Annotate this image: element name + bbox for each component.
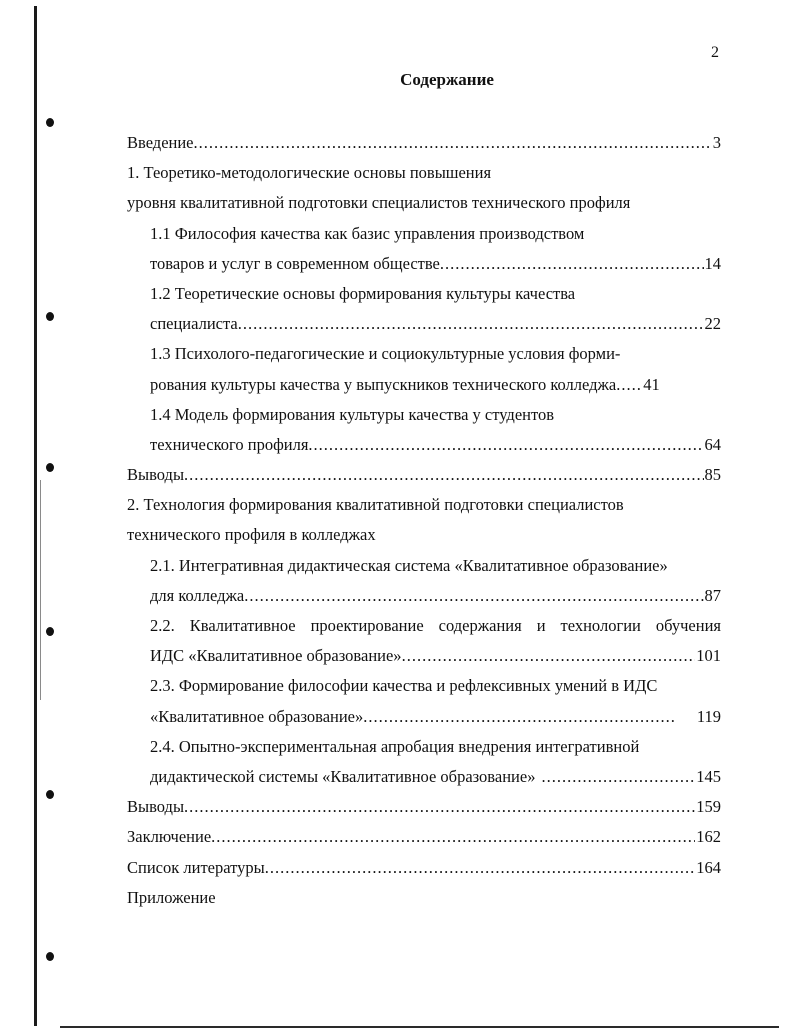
toc-section-1-1-line1: 1.1 Философия качества как базис управления производством <box>150 223 585 243</box>
binder-hole <box>46 118 54 127</box>
toc-entry-title: «Квалитативное образование» <box>150 706 364 726</box>
dot-leader <box>184 460 703 490</box>
dot-leader <box>265 853 696 883</box>
toc-section-1-4 <box>127 430 721 460</box>
toc-section-2-3-line1: 2.3. Формирование философии качества и рефлексивных умений в ИДС <box>150 676 658 696</box>
toc-entry-page: 162 <box>696 827 721 847</box>
dot-leader <box>184 792 695 822</box>
toc-entry-page: 101 <box>696 646 721 666</box>
toc-entry-conclusion <box>127 822 721 852</box>
dot-leader <box>194 128 712 158</box>
toc-section-1-3-line1: 1.3 Психолого-педагогические и социокультурные условия форми- <box>150 344 621 364</box>
toc-entry-title: Заключение <box>127 827 212 847</box>
toc-entry-title: рования культуры качества у выпускников технического колледжа <box>150 374 617 394</box>
toc-section-2-1-line1: 2.1. Интегративная дидактическая система «Квалитативное образование» <box>150 555 668 575</box>
toc-entry-title: Введение <box>127 133 194 152</box>
toc-entry-page: 119 <box>696 706 721 726</box>
page-title: Содержание <box>400 70 494 89</box>
dot-leader <box>244 581 703 611</box>
toc-entry-page: 87 <box>704 585 721 605</box>
scan-left-edge <box>34 6 37 1026</box>
toc-entry-title: товаров и услуг в современном обществе <box>150 253 440 273</box>
dot-leader <box>308 430 703 460</box>
toc-entry-title: для колледжа <box>150 585 245 605</box>
toc-section-1-1 <box>127 249 721 279</box>
toc-chapter-1-line1: 1. Теоретико-методологические основы повышения <box>127 163 492 183</box>
toc-section-2-4-line1: 2.4. Опытно-экспериментальная апробация внедрения интегративной <box>150 736 640 756</box>
dot-leader <box>535 762 695 792</box>
dot-leader <box>402 641 696 671</box>
scan-edge-mark <box>40 480 41 700</box>
toc-entry-page: 64 <box>704 434 721 454</box>
dot-leader <box>440 249 704 279</box>
binder-hole <box>46 627 54 636</box>
toc-entry-title: Выводы <box>127 797 185 817</box>
toc-section-2-3 <box>127 702 721 732</box>
toc-entry-page: 22 <box>704 314 721 334</box>
scan-bottom-edge <box>60 1026 779 1028</box>
toc-entry-page: 145 <box>696 766 721 786</box>
toc-entry-page: 41 <box>643 374 660 394</box>
toc-entry-title: дидактической системы «Квалитативное образование» <box>150 766 536 786</box>
toc-entry-page: 3 <box>712 133 721 152</box>
toc-entry-page: 85 <box>704 465 721 485</box>
toc-entry-page: 159 <box>696 797 721 817</box>
page-number: 2 <box>711 44 719 61</box>
toc-entry-title: Выводы <box>127 465 185 485</box>
toc-section-2-2 <box>127 641 721 671</box>
binder-hole <box>46 790 54 799</box>
table-of-contents <box>127 128 721 913</box>
toc-chapter-2-line2: технического профиля в колледжах <box>127 525 376 545</box>
toc-chapter-2-line1: 2. Технология формирования квалитативной подготовки специалистов <box>127 495 624 515</box>
toc-entry-conclusions-2 <box>127 792 721 822</box>
toc-chapter-1-line2: уровня квалитативной подготовки специалистов технического профиля <box>127 193 631 213</box>
dot-leader <box>238 309 704 339</box>
toc-entry-title: технического профиля <box>150 434 309 454</box>
toc-entry-bibliography <box>127 853 721 883</box>
toc-section-1-3 <box>127 370 721 400</box>
dot-leader <box>616 370 642 400</box>
toc-entry-introduction <box>127 128 721 158</box>
binder-hole <box>46 952 54 961</box>
toc-entry-page: 164 <box>696 857 721 877</box>
toc-entry-page: 14 <box>704 253 721 273</box>
toc-section-1-2 <box>127 309 721 339</box>
binder-hole <box>46 463 54 472</box>
toc-section-1-4-line1: 1.4 Модель формирования культуры качества у студентов <box>150 404 555 424</box>
dot-leader <box>363 702 675 732</box>
binder-hole <box>46 312 54 321</box>
toc-section-1-2-line1: 1.2 Теоретические основы формирования культуры качества <box>150 283 576 303</box>
toc-section-2-2-line1: 2.2. Квалитативное проектирование содержания и технологии обучения <box>150 616 721 635</box>
toc-entry-title: Список литературы <box>127 857 265 877</box>
toc-entry-appendix: Приложение <box>127 887 216 907</box>
toc-section-2-4 <box>127 762 721 792</box>
toc-entry-title: ИДС «Квалитативное образование» <box>150 646 402 666</box>
toc-entry-title: специалиста <box>150 314 238 334</box>
toc-section-2-1 <box>127 581 721 611</box>
dot-leader <box>211 822 695 852</box>
toc-entry-conclusions-1 <box>127 460 721 490</box>
